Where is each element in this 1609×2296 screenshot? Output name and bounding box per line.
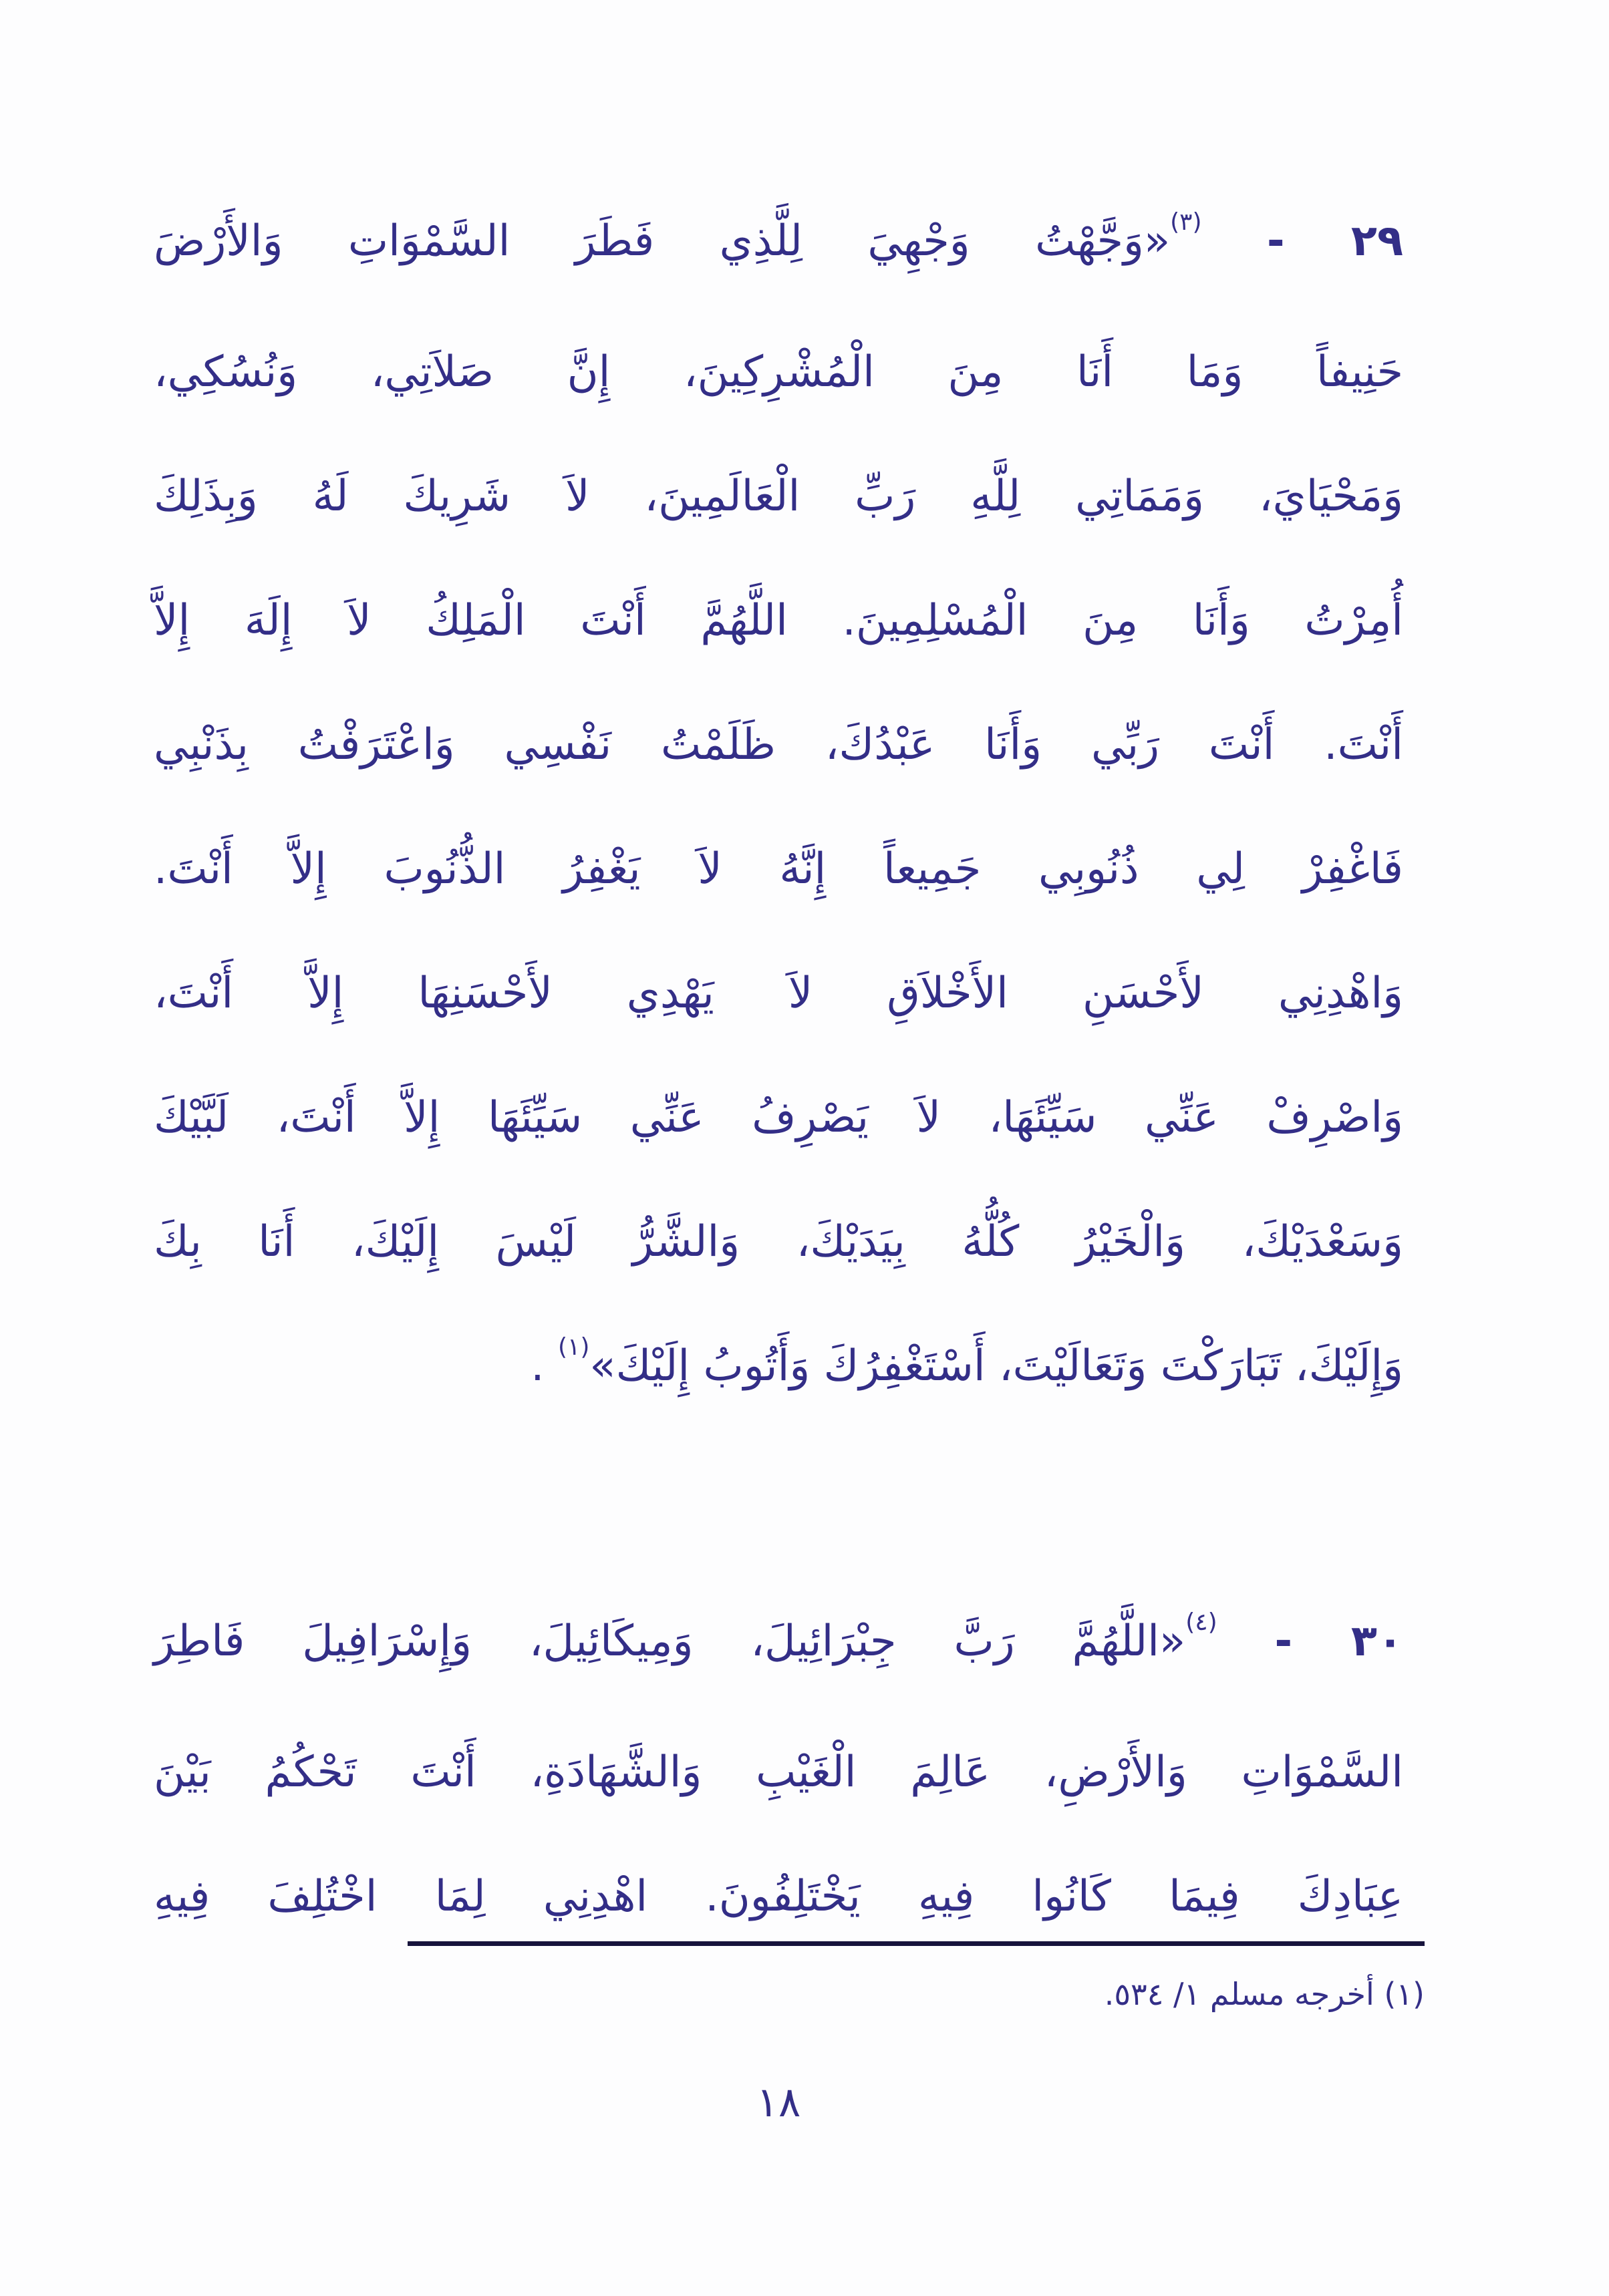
line-text: وَاهْدِنِي لأَحْسَنِ الأَخْلاَقِ لاَ يَهْدِي لأَحْسَنِهَا إِلاَّ أَنْتَ،	[154, 969, 1403, 1018]
text-line	[154, 1180, 1403, 1304]
footnote-text: أخرجه مسلم ١/ ٥٣٤.	[1104, 1976, 1374, 2012]
line-text: «اللَّهُمَّ رَبَّ جِبْرَائِيلَ، وَمِيكَائِيلَ، وَإِسْرَافِيلَ فَاطِرَ	[154, 1617, 1186, 1666]
text-line	[154, 558, 1403, 683]
line-text: وَسَعْدَيْكَ، وَالْخَيْرُ كُلُّهُ بِيَدَيْكَ، وَالشَّرُّ لَيْسَ إِلَيْكَ، أَنَا بِكَ	[154, 1217, 1403, 1267]
text-line	[154, 683, 1403, 807]
line-text: عِبَادِكَ فِيمَا كَانُوا فِيهِ يَخْتَلِفُونَ. اهْدِنِي لِمَا اخْتُلِفَ فِيهِ	[154, 1872, 1403, 1921]
text-line	[154, 1579, 1403, 1710]
dua-entry-30	[154, 1579, 1403, 1959]
text-line	[154, 1055, 1403, 1180]
text-line	[154, 1304, 1403, 1435]
text-line	[154, 931, 1403, 1055]
line-text: أُمِرْتُ وَأَنَا مِنَ الْمُسْلِمِينَ. اللَّهُمَّ أَنْتَ الْمَلِكُ لاَ إِلَهَ إِلاَّ	[154, 596, 1403, 645]
footnote	[182, 1957, 1425, 2031]
line-period: .	[531, 1341, 545, 1391]
dua-entry-29	[154, 179, 1403, 1435]
text-line	[154, 807, 1403, 931]
footnote-ref-4: (٤)	[1185, 1609, 1217, 1636]
text-line	[154, 310, 1403, 434]
text-line	[154, 179, 1403, 310]
footnote-marker: (١)	[1384, 1976, 1425, 2012]
text-line	[154, 434, 1403, 558]
line-text: وَاصْرِفْ عَنِّي سَيِّئَهَا، لاَ يَصْرِفُ عَنِّي سَيِّئَهَا إِلاَّ أَنْتَ، لَبَّيْكَ	[154, 1093, 1403, 1142]
text-line	[154, 1834, 1403, 1959]
line-text: «وَجَّهْتُ وَجْهِيَ لِلَّذِي فَطَرَ السَّمْوَاتِ وَالأَرْضَ	[154, 216, 1171, 266]
page-number: ١٨	[756, 2078, 801, 2126]
line-text: السَّمْوَاتِ وَالأَرْضِ، عَالِمَ الْغَيْبِ وَالشَّهَادَةِ، أَنْتَ تَحْكُمُ بَيْنَ	[154, 1748, 1403, 1797]
footnote-ref-1: (١)	[557, 1333, 590, 1361]
footnote-separator	[408, 1941, 1425, 1946]
footnote-ref-3: (٣)	[1170, 208, 1202, 236]
line-text: وَإِلَيْكَ، تَبَارَكْتَ وَتَعَالَيْتَ، أَسْتَغْفِرُكَ وَأَتُوبُ إِلَيْكَ»	[589, 1341, 1403, 1391]
line-text: فَاغْفِرْ لِي ذُنُوبِي جَمِيعاً إِنَّهُ لاَ يَغْفِرُ الذُّنُوبَ إِلاَّ أَنْتَ.	[154, 844, 1403, 894]
entry-30-number: ٣٠ -	[1274, 1617, 1403, 1666]
entry-29-number: ٢٩ -	[1266, 216, 1404, 266]
main-text-block	[154, 179, 1403, 1959]
line-text: حَنِيفاً وَمَا أَنَا مِنَ الْمُشْرِكِينَ، إِنَّ صَلاَتِي، وَنُسُكِي،	[154, 347, 1403, 397]
line-text: أَنْتَ. أَنْتَ رَبِّي وَأَنَا عَبْدُكَ، ظَلَمْتُ نَفْسِي وَاعْتَرَفْتُ بِذَنْبِي	[154, 720, 1403, 770]
text-line	[154, 1710, 1403, 1834]
line-text: وَمَحْيَايَ، وَمَمَاتِي لِلَّهِ رَبِّ الْعَالَمِينَ، لاَ شَرِيكَ لَهُ وَبِذَلِكَ	[154, 472, 1403, 521]
